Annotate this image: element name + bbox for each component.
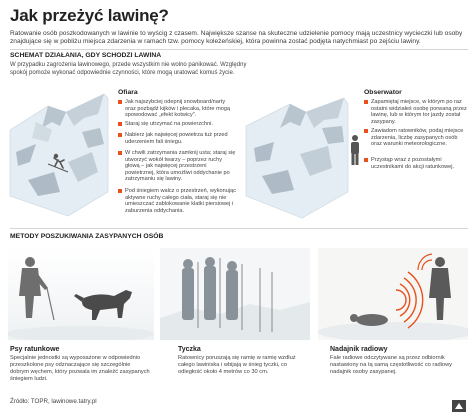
method-probe-title: Tyczka <box>178 346 201 353</box>
methods-heading: METODY POSZUKIWANIA ZASYPANYCH OSÓB <box>10 233 164 240</box>
victim-bullet-3: Nabierz jak najwięcej powietrza tuż przed uderzeniem fali śniegu. <box>125 132 236 145</box>
method-radio-text: Fale radiowe odczytywane są przez odbiornik nastawiony na tą samą częstotliwość co radiowy nadajnik osoby zasypanej. <box>330 355 453 375</box>
orange-square-icon <box>364 100 368 104</box>
avalanche-observer-illustration <box>244 96 350 222</box>
agency-logo-icon <box>452 400 466 412</box>
orange-square-icon <box>364 129 368 133</box>
orange-square-icon <box>118 189 122 193</box>
rescue-dog-illustration <box>8 248 154 340</box>
rescuers-row <box>182 257 238 320</box>
method-radio-title: Nadajnik radiowy <box>330 346 388 353</box>
divider <box>10 49 468 50</box>
victim-bullet-4: W chwili zatrzymania zamknij usta; staraj się utworzyć wokół twarzy – poprzez ruchy głową – jak najwięcej przestrzeni powietrznej, która umożliwi oddychanie po zatrzymaniu się lawiny. <box>125 150 236 183</box>
method-dog-text: Specjalnie jednostki są wyposażone w odpowiednio przeszkolone psy odznaczające się szczególnie dobrym węchem, który pozwala im znaleźć zasypanych śniegiem ludzi. <box>10 355 150 382</box>
avalanche-victim-illustration <box>8 92 110 220</box>
victim-bullet-1: Jak najszybciej odepnij snowboard/narty oraz pozbądź kijków i plecaka, które mogą spowodować „efekt kotwicy”. <box>125 99 236 119</box>
page-title: Jak przeżyć lawinę? <box>10 6 169 25</box>
observer-person-icon <box>348 134 362 166</box>
observer-bullet-2: Zawiadom ratowników, podaj miejsce zdarzenia, liczbę zasypanych osób oraz warunki meteorologiczne. <box>371 128 468 148</box>
victim-bullet-2: Staraj się utrzymać na powierzchni. <box>125 121 236 128</box>
method-dog-title: Psy ratunkowe <box>10 346 60 353</box>
orange-square-icon <box>118 100 122 104</box>
method-probe-text: Ratownicy poruszają się ramię w ramię wzdłuż całego lawiniska i wbijają w śnieg tyczki, co odległość około 4 metrów co 30 cm. <box>178 355 296 375</box>
diagram-intro: W przypadku zagrożenia lawinowego, przede wszystkim nie wolno panikować. Względny spokój pomoże wykonać odpowiednie czynności, które mogą uratować komuś życie. <box>10 62 247 76</box>
observer-bullet-3: Przystąp wraz z pozostałymi uczestnikami do akcji ratunkowej. <box>371 157 468 170</box>
observer-bullet-1: Zapamiętaj miejsce, w którym po raz ostatni widziałeś osobę porwaną przez lawinę, lub w którym tor jazdy został zasypany. <box>371 99 468 125</box>
victim-bullets <box>118 99 236 223</box>
victim-bullet-5: Pod śniegiem walcz o przestrzeń, wykonując aktywne ruchy całego ciała, staraj się nie umieszczać zablokowanie klatki piersiowej i zaburzenia oddychania. <box>125 188 236 214</box>
divider <box>10 228 468 229</box>
orange-square-icon <box>118 122 122 126</box>
orange-square-icon <box>364 158 368 162</box>
orange-square-icon <box>118 133 122 137</box>
radio-beacon-illustration <box>318 248 468 340</box>
intro-text: Ratowanie osób poszkodowanych w lawinie to wyścig z czasem. Największe szanse na skuteczne udzielenie pomocy mają uczestnicy wycieczki lub osoby znajdujące się w pobliżu miejsca zdarzenia w ramach tzw. pomocy koleżeńskiej, która powinna zostać podjęta natychmiast po zejściu lawiny. <box>10 30 463 46</box>
diagram-heading: SCHEMAT DZIAŁANIA, GDY SCHODZI LAWINA <box>10 52 162 59</box>
source-note: Źródło: TOPR, lawinowe.tatry.pl <box>10 398 97 405</box>
observer-heading: Obserwator <box>364 89 402 96</box>
probe-line-illustration <box>160 248 310 340</box>
observer-bullets <box>364 99 468 219</box>
orange-square-icon <box>118 151 122 155</box>
victim-heading: Ofiara <box>118 89 138 96</box>
